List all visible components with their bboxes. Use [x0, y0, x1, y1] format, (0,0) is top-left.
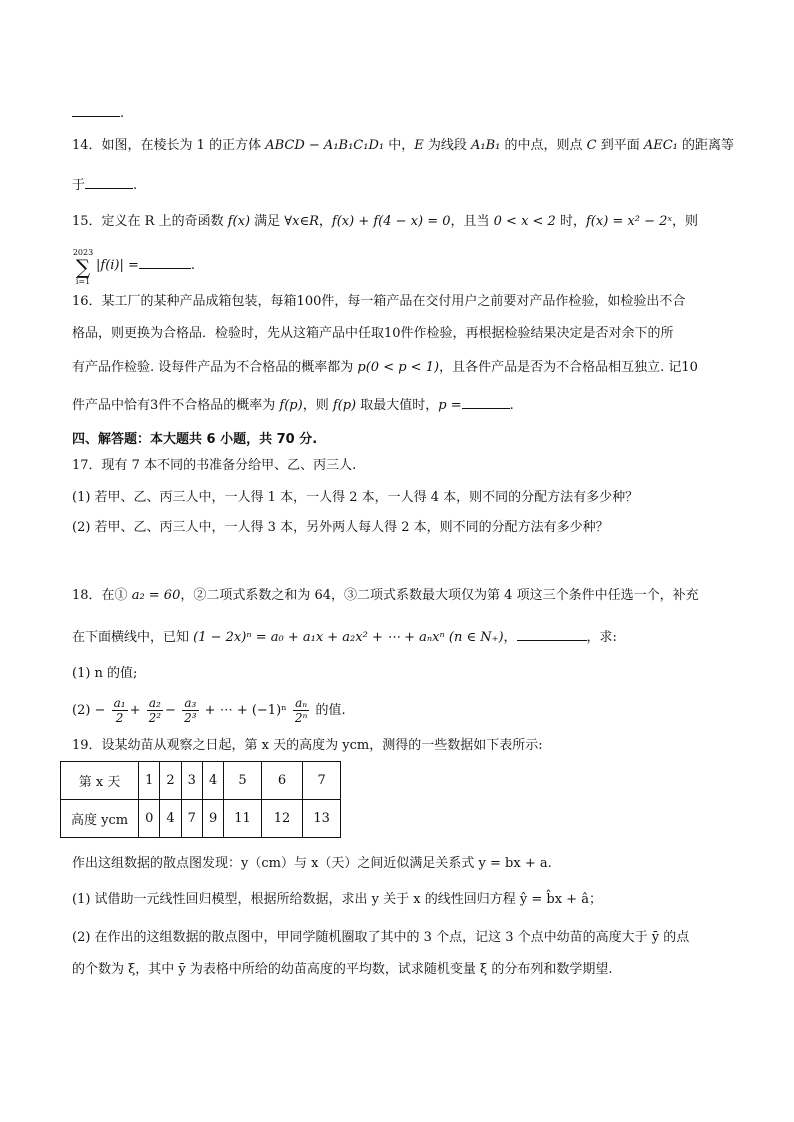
- row-label: 第 x 天: [61, 762, 139, 800]
- table-cell: 3: [181, 762, 202, 800]
- question-17-part-1: (1) 若甲、乙、丙三人中，一人得 1 本，一人得 2 本，一人得 4 本，则不同的分配方法有多少种？: [72, 490, 639, 505]
- data-table: [60, 761, 341, 838]
- question-18-part-2: (2) − $\frac{\text{a₁}}{2}$ + $\frac{\text{a₂}}{\text{2²}}$ − $\frac{\text{a₃}}{\text{2³}}$ + ⋯ + (−1)ⁿ $\frac{\text{aₙ}}{\text{2ⁿ}}$ 的值.: [72, 696, 346, 725]
- table-cell: 12: [261, 800, 303, 838]
- table-cell: 5: [224, 762, 262, 800]
- question-16-line-2: 格品，则更换为合格品．检验时，先从这箱产品中任取10件作检验，再根据检验结果决定是否对余下的所: [72, 326, 674, 341]
- table-cell: 1: [139, 762, 160, 800]
- table-cell: 2: [160, 762, 181, 800]
- question-19-part-2-line-1: (2) 在作出的这组数据的散点图中，甲同学随机圈取了其中的 3 个点，记这 3 个点中幼苗的高度大于 ȳ 的点: [72, 930, 690, 945]
- question-16-line-4: 件产品中恰有3件不合格品的概率为 f(p)，则 f(p) 取最大值时，p = .: [72, 398, 514, 413]
- question-15-line-1: 15．定义在 R 上的奇函数 f(x) 满足 ∀x∈R，f(x) + f(4 − x) = 0，且当 0 < x < 2 时，f(x) = x² − 2ˣ，则: [72, 214, 699, 229]
- table-cell: 7: [303, 762, 341, 800]
- answer-blank: [72, 104, 120, 117]
- fraction: $\frac{\text{a₃}}{\text{2³}}$: [184, 696, 197, 725]
- table-row: [61, 800, 341, 838]
- question-17-stem: 17．现有 7 本不同的书准备分给甲、乙、丙三人.: [72, 458, 357, 473]
- question-15-line-2: |f(i)| = .: [96, 258, 196, 273]
- table-cell: 4: [160, 800, 181, 838]
- summation-symbol: 2023 ∑ i=1: [72, 248, 94, 286]
- question-18-line-1: 18．在① a₂ = 60，②二项式系数之和为 64，③二项式系数最大项仅为第 4 项这三个条件中任选一个，补充: [72, 588, 699, 603]
- question-19-part-1: (1) 试借助一元线性回归模型，根据所给数据，求出 y 关于 x 的线性回归方程 ŷ = b̂x + â；: [72, 892, 602, 907]
- table-cell: 13: [303, 800, 341, 838]
- question-18-line-2: 在下面横线中，已知 (1 − 2x)ⁿ = a₀ + a₁x + a₂x² + ⋯ + aₙxⁿ (n ∈ N₊)， ，求:: [72, 630, 617, 645]
- fraction: $\frac{\text{aₙ}}{\text{2ⁿ}}$: [294, 696, 308, 725]
- answer-blank: [517, 628, 587, 641]
- answer-blank: [85, 176, 133, 189]
- question-19-relation: 作出这组数据的散点图发现：y（cm）与 x（天）之间近似满足关系式 y = bx + a.: [72, 856, 552, 871]
- section-heading: 四、解答题：本大题共 6 小题，共 70 分.: [72, 432, 318, 447]
- answer-blank: [462, 396, 510, 409]
- question-19-stem: 19．设某幼苗从观察之日起，第 x 天的高度为 ycm，测得的一些数据如下表所示:: [72, 738, 543, 753]
- table-cell: 0: [139, 800, 160, 838]
- question-16-line-1: 16．某工厂的某种产品成箱包装，每箱100件，每一箱产品在交付用户之前要对产品作检验，如检验出不合: [72, 294, 686, 309]
- question-19-part-2-line-2: 的个数为 ξ，其中 ȳ 为表格中所给的幼苗高度的平均数，试求随机变量 ξ 的分布列和数学期望.: [72, 962, 613, 977]
- table-cell: 6: [261, 762, 303, 800]
- question-18-part-1: (1) n 的值;: [72, 666, 138, 681]
- row-label: 高度 ycm: [61, 800, 139, 838]
- table-cell: 4: [202, 762, 223, 800]
- previous-answer-fragment: .: [72, 104, 124, 124]
- question-14-line-1: 14．如图，在棱长为 1 的正方体 ABCD − A₁B₁C₁D₁ 中，E 为线段 A₁B₁ 的中点，则点 C 到平面 AEC₁ 的距离等: [72, 138, 735, 153]
- table-cell: 7: [181, 800, 202, 838]
- table-cell: 9: [202, 800, 223, 838]
- question-17-part-2: (2) 若甲、乙、丙三人中，一人得 3 本，另外两人每人得 2 本，则不同的分配方法有多少种？: [72, 520, 609, 535]
- answer-blank: [139, 256, 191, 269]
- question-14-line-2: 于 .: [72, 178, 138, 193]
- table-cell: 11: [224, 800, 262, 838]
- table-row: [61, 762, 341, 800]
- fraction: $\frac{\text{a₂}}{\text{2²}}$: [148, 696, 162, 725]
- question-16-line-3: 有产品作检验. 设每件产品为不合格品的概率都为 p(0 < p < 1)，且各件产品是否为不合格品相互独立. 记10: [72, 360, 698, 375]
- fraction: $\frac{\text{a₁}}{2}$: [113, 696, 126, 725]
